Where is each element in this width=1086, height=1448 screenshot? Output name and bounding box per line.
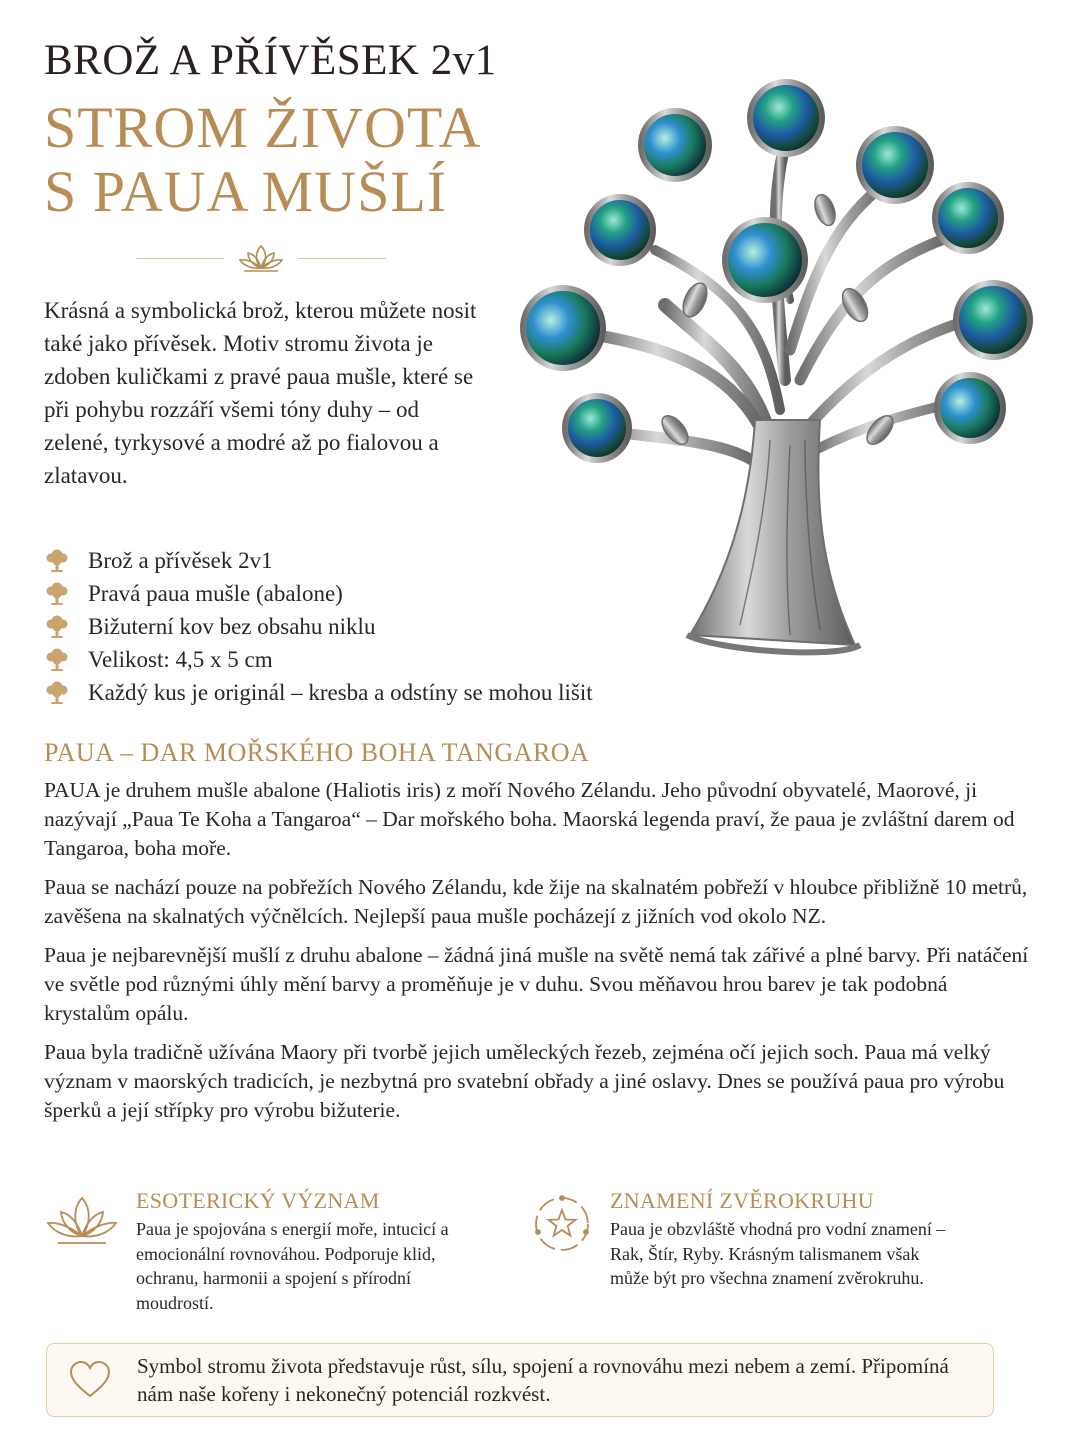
tree-icon [44,581,70,607]
lotus-icon [236,242,286,274]
feature-item [44,577,593,610]
feature-label: Brož a přívěsek 2v1 [88,548,273,573]
banner-text: Symbol stromu života představuje růst, sílu, spojení a rovnováhu mezi nebem a zemí. Připomíná nám naše kořeny i nekonečný potenciál rozkvést. [137,1354,949,1406]
title-line-2: STROM ŽIVOTA [44,95,482,160]
title-divider [136,240,386,276]
tree-icon [44,614,70,640]
intro-text: Krásná a symbolická brož, kterou můžete nosit také jako přívěsek. Motiv stromu života je zdoben kuličkami z pravé paua mušle, které se při pohybu rozzáří všemi tóny duhy – od zelené, tyrkysové a modré až po fialovou a zlatavou. [44,298,477,488]
feature-label: Velikost: 4,5 x 5 cm [88,647,273,672]
feature-item [44,610,593,643]
title-line-1: BROŽ A PŘÍVĚSEK 2v1 [44,37,497,84]
esoteric-title: ESOTERICKÝ VÝZNAM [136,1188,380,1213]
esoteric-text: Paua je spojována s energií moře, intucicí a emocionální rovnováhou. Podporuje klid, ochranu, harmonii a spojení s přírodní moudrostí. [136,1219,449,1313]
divider-line-left [136,258,224,259]
title-main [44,96,482,224]
lotus-icon [44,1192,120,1248]
feature-item [44,676,593,709]
paua-section-body [44,776,1034,1135]
feature-label: Pravá paua mušle (abalone) [88,581,343,606]
zodiac-title: ZNAMENÍ ZVĚROKRUHU [610,1188,874,1213]
feature-list [44,544,593,709]
feature-label: Bižuterní kov bez obsahu niklu [88,614,376,639]
paua-paragraph: PAUA je druhem mušle abalone (Haliotis iris) z moří Nového Zélandu. Jeho původní obyvatelé, Maorové, ji nazývají „Paua Te Koha a Tangaroa“ – Dar mořského boha. Maorská legenda praví, že paua je zvláštní darem od Tangaroa, boha moře. [44,778,1015,860]
heart-icon [69,1360,111,1400]
tree-icon [44,680,70,706]
title-line-3: S PAUA MUŠLÍ [44,159,448,224]
tree-of-life-brooch-image [515,50,1035,675]
paua-section-title: PAUA – DAR MOŘSKÉHO BOHA TANGAROA [44,738,590,767]
feature-label: Každý kus je originál – kresba a odstíny se mohou lišit [88,680,593,705]
paua-paragraph: Paua byla tradičně užívána Maory při tvorbě jejich uměleckých řezeb, zejména očí jejich soch. Paua má velký význam v maorských tradicích, je nezbytná pro svatební obřady a jiné oslavy. Dnes se používá paua pro výrobu šperků a její střípky pro výrobu bižuterie. [44,1040,1005,1122]
divider-line-right [298,258,386,259]
star-circle-icon [530,1192,594,1256]
tree-icon [44,548,70,574]
paua-paragraph: Paua se nachází pouze na pobřežích Nového Zélandu, kde žije na skalnatém pobřeží v hloubce přibližně 10 metrů, zavěšena na skalnatých výčnělcích. Nejlepší paua mušle pocházejí z jižních vod okolo NZ. [44,875,1028,928]
paua-paragraph: Paua je nejbarevnější mušlí z druhu abalone – žádná jiná mušle na světě nemá tak zářivé a plné barvy. Při natáčení ve světle pod různými úhly mění barvy a proměňuje je v duhu. Svou měňavou hrou barev je tak podobná krystalům opálu. [44,943,1029,1025]
feature-item [44,643,593,676]
tree-symbol-banner [46,1343,994,1417]
zodiac-text: Paua je obzvláště vhodná pro vodní znamení – Rak, Štír, Ryby. Krásným talismanem však může být pro všechna znamení zvěrokruhu. [610,1219,946,1288]
tree-icon [44,647,70,673]
feature-item [44,544,593,577]
